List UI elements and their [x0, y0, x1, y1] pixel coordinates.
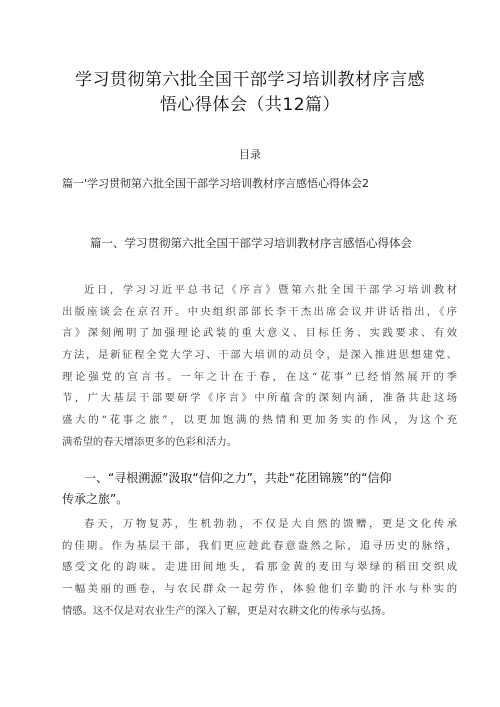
paragraph-line: 的佳期。作为基层干部，我们更应趁此春意盎然之际，追寻历史的脉络，: [62, 539, 457, 552]
toc-entry[interactable]: 篇一'学习贯彻第六批全国干部学习培训教材序言感悟心得体会2: [62, 177, 370, 190]
paragraph-line: 节，广大基层干部要研学《序言》中所蕴含的深刻内涵，准备共赴这场: [62, 392, 457, 405]
paragraph-line: 理论强党的宣言书。一年之计在于春，在这“花事”已经悄然展开的季: [62, 370, 457, 383]
section-paragraph-1: [62, 280, 457, 454]
subsection-heading-line: 一、“寻根溯源”汲取“信仰之力”，共赴“花团锦簇”的“信仰: [84, 471, 392, 485]
paragraph-line: 满希望的春天增添更多的色彩和活力。: [62, 435, 238, 448]
paragraph-line: 春天，万物复苏，生机勃勃，不仅是大自然的馈赠，更是文化传承: [84, 518, 457, 530]
document-title-line-2: 悟心得体会（共12篇）: [159, 95, 341, 115]
paragraph-line: 方法，是新征程全党大学习、干部大培训的动员令，是深入推进思想建党、: [62, 349, 457, 362]
section-heading: 篇一、学习贯彻第六批全国干部学习培训教材序言感悟心得体会: [90, 236, 412, 250]
paragraph-line: 近日，学习习近平总书记《序言》暨第六批全国干部学习培训教材: [84, 284, 457, 296]
paragraph-line: 情感。这不仅是对农业生产的深入了解，更是对农耕文化的传承与弘扬。: [62, 604, 392, 617]
paragraph-line: 出版座谈会在京召开。中央组织部部长李干杰出席会议并讲话指出，《序: [62, 305, 457, 318]
subsection-heading: [62, 468, 457, 510]
paragraph-line: 言》深刻阐明了加强理论武装的重大意义、目标任务、实践要求、有效: [62, 327, 457, 340]
paragraph-line: 感受文化的韵味。走进田间地头，看那金黄的麦田与翠绿的稻田交织成: [62, 561, 457, 574]
toc-heading: 目录: [239, 148, 261, 161]
paragraph-line: 一幅美丽的画卷，与农民群众一起劳作，体验他们辛勤的汗水与朴实的: [62, 583, 457, 596]
subsection-heading-line: 传承之旅”。: [62, 492, 129, 506]
section-paragraph-2: [62, 514, 457, 622]
document-title-line-1: 学习贯彻第六批全国干部学习培训教材序言感: [75, 70, 425, 90]
paragraph-line: 盛大的“花事之旅”，以更加饱满的热情和更加务实的作风，为这个充: [62, 414, 457, 427]
